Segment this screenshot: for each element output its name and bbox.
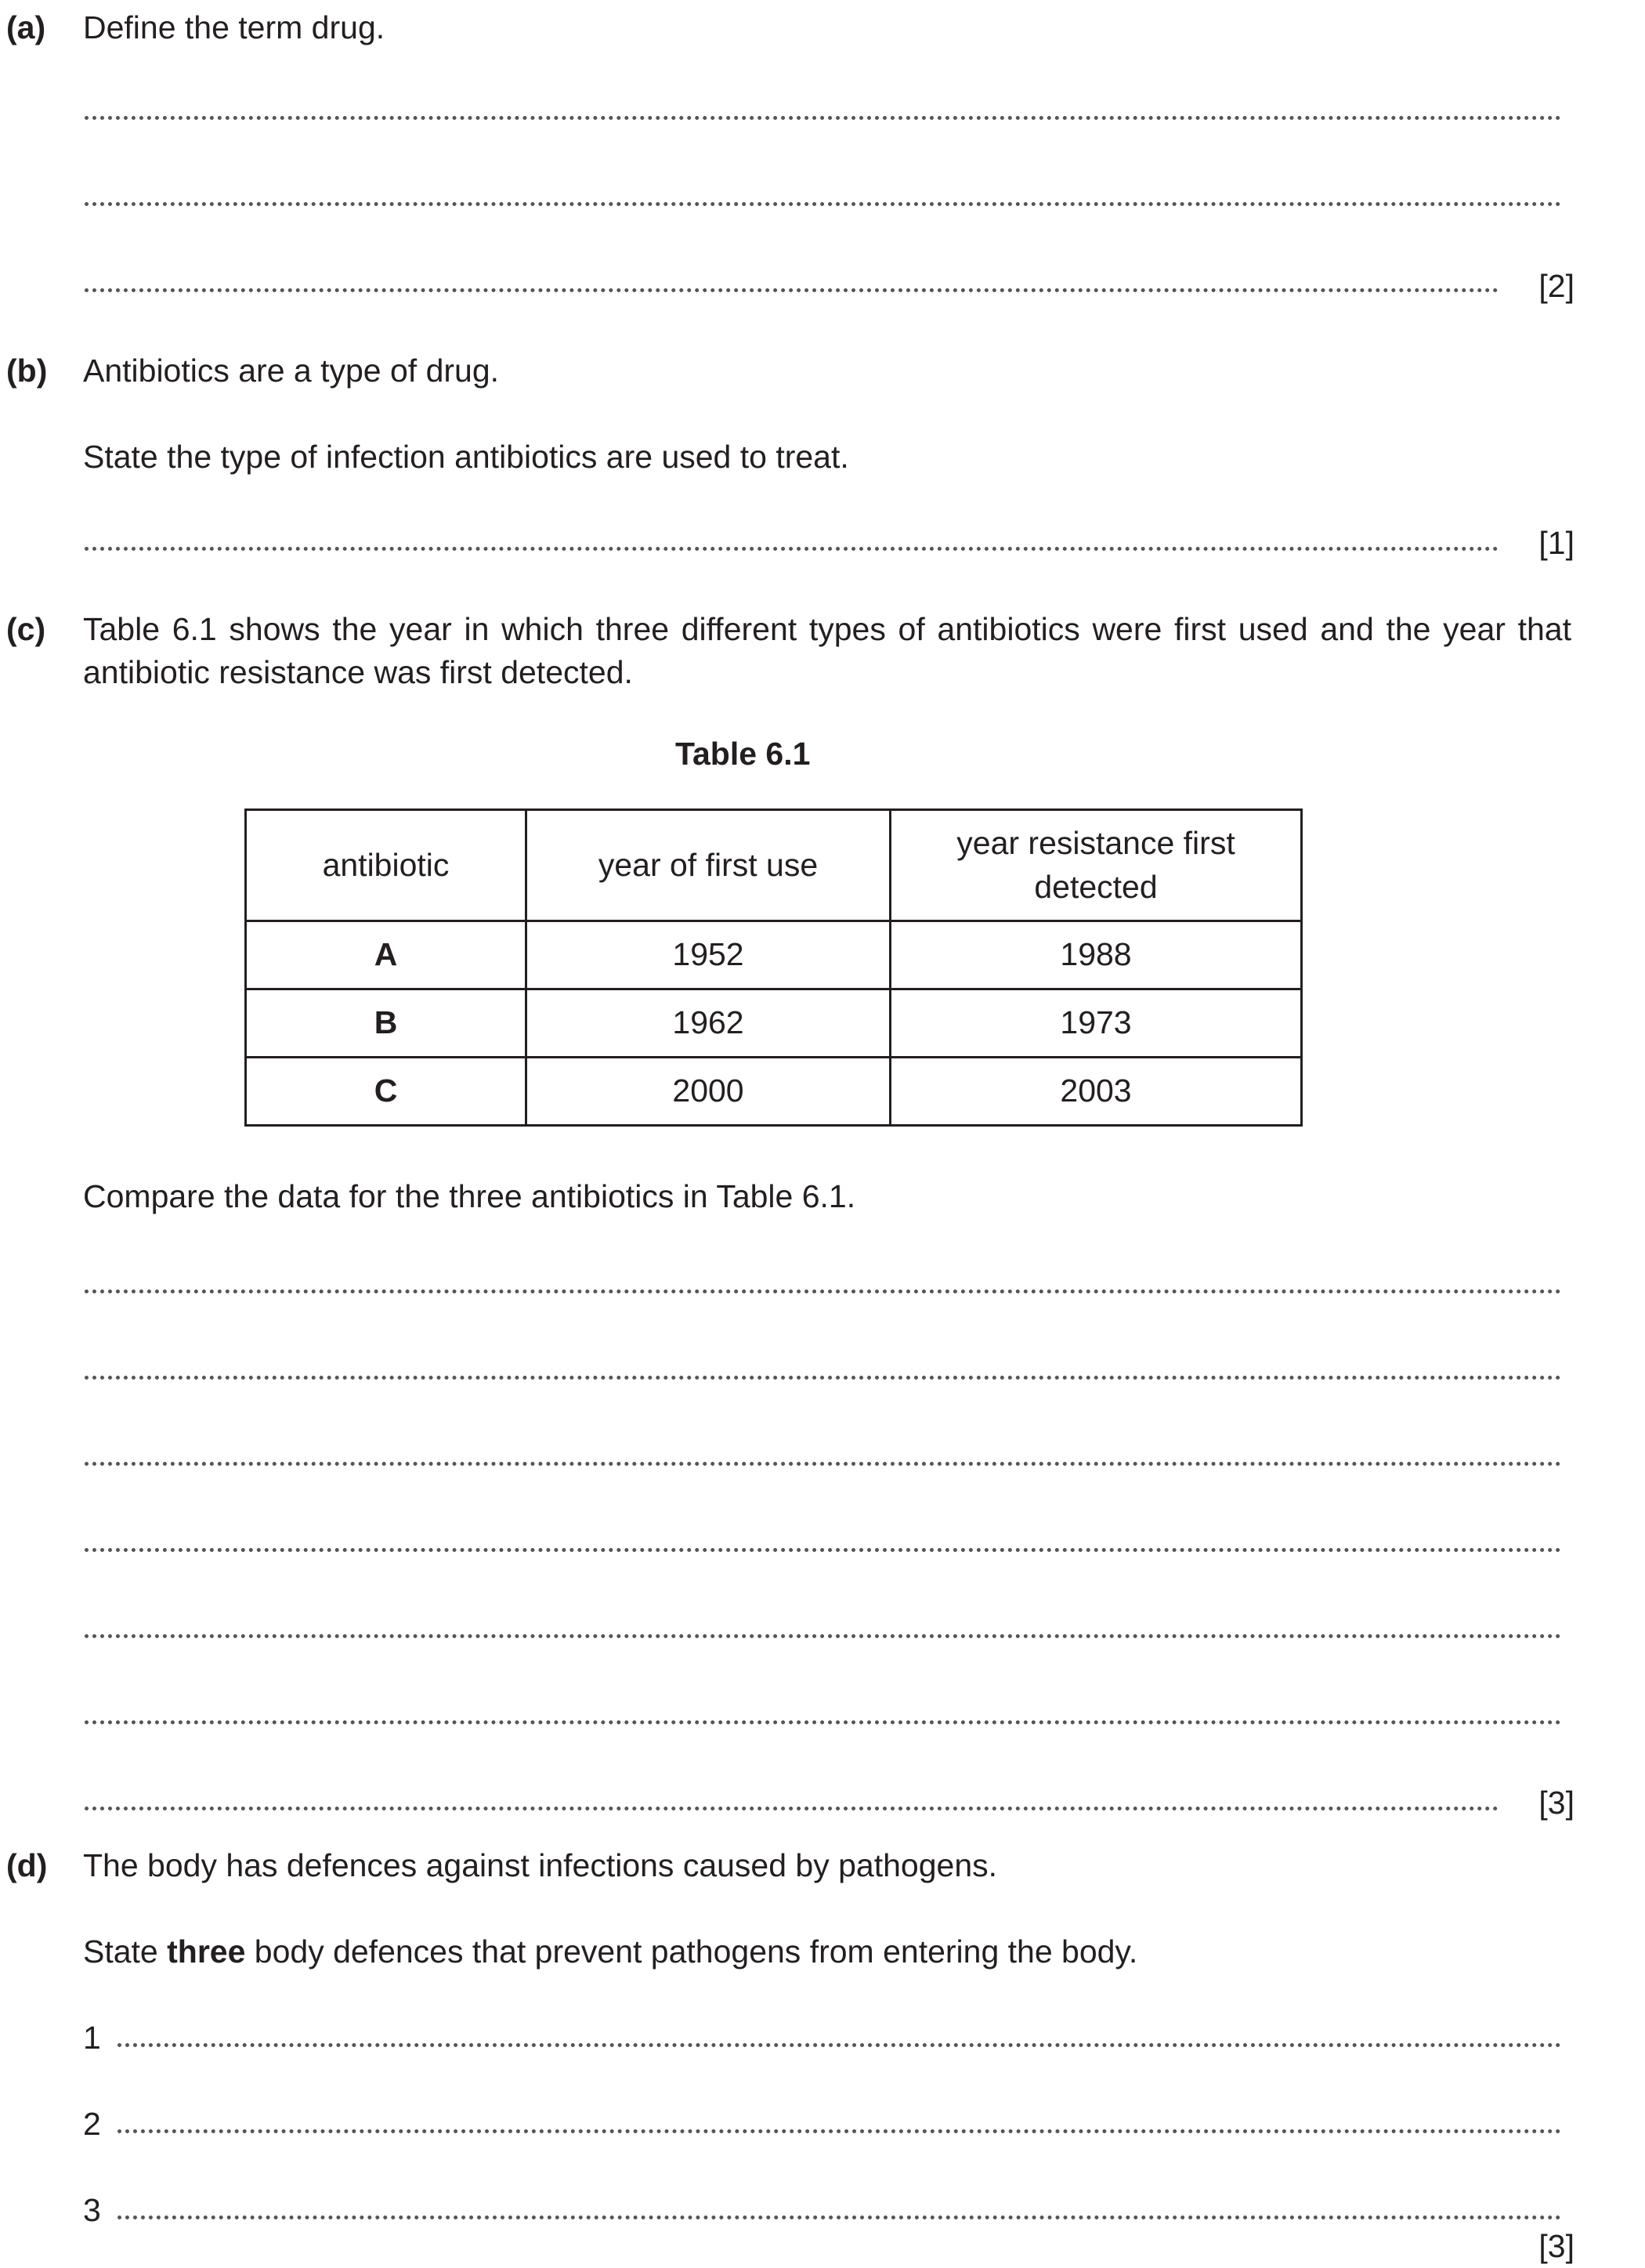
first-use-cell: 1962 — [526, 989, 891, 1058]
question-text: State — [83, 1933, 168, 1970]
part-c-label: (c) — [6, 611, 46, 647]
resistance-cell: 1973 — [891, 989, 1302, 1058]
part-b-question: State the type of infection antibiotics are used to treat. — [83, 439, 849, 475]
header-antibiotic: antibiotic — [246, 810, 526, 921]
part-d-intro: The body has defences against infections caused by pathogens. — [83, 1847, 998, 1883]
answer-line[interactable] — [85, 1290, 1561, 1293]
question-text: body defences that prevent pathogens from entering the body. — [245, 1933, 1138, 1970]
answer-line[interactable] — [85, 1376, 1561, 1380]
part-c-intro: Table 6.1 shows the year in which three different types of antibiotics were first used and the year that antibiotic resistance was first detected. — [83, 611, 1571, 691]
table-caption: Table 6.1 — [675, 736, 811, 772]
header-year-first-use: year of first use — [526, 810, 891, 921]
question-emphasis: three — [167, 1933, 246, 1970]
answer-line-3[interactable] — [118, 2216, 1561, 2219]
header-year-resistance: year resistance first detected — [891, 810, 1302, 921]
marks-c: [3] — [1538, 1785, 1574, 1821]
answer-number: 2 — [83, 2106, 101, 2142]
part-d-label: (d) — [6, 1847, 48, 1883]
resistance-cell: 2003 — [891, 1058, 1302, 1126]
antibiotic-cell: A — [246, 921, 526, 989]
part-d-question — [83, 1930, 1571, 1973]
table-row — [246, 989, 1302, 1058]
answer-line[interactable] — [85, 1634, 1561, 1638]
first-use-cell: 1952 — [526, 921, 891, 989]
part-b-label: (b) — [6, 353, 48, 389]
first-use-cell: 2000 — [526, 1058, 891, 1126]
answer-line[interactable] — [85, 202, 1561, 206]
resistance-cell: 1988 — [891, 921, 1302, 989]
antibiotics-table — [244, 808, 1303, 1127]
antibiotic-cell: C — [246, 1058, 526, 1126]
answer-line[interactable] — [85, 116, 1561, 120]
part-a-label: (a) — [6, 9, 46, 45]
answer-line[interactable] — [85, 547, 1499, 551]
answer-line-1[interactable] — [118, 2043, 1561, 2047]
part-c-question: Compare the data for the three antibiotics in Table 6.1. — [83, 1178, 856, 1214]
antibiotic-cell: B — [246, 989, 526, 1058]
answer-line-2[interactable] — [118, 2129, 1561, 2133]
table-row — [246, 1058, 1302, 1126]
answer-number: 3 — [83, 2192, 101, 2228]
answer-line[interactable] — [85, 1807, 1499, 1810]
part-a-question: Define the term drug. — [83, 9, 385, 45]
answer-line[interactable] — [85, 1548, 1561, 1552]
table-header-row — [246, 810, 1302, 921]
table-row — [246, 921, 1302, 989]
answer-line[interactable] — [85, 1462, 1561, 1466]
part-b-intro: Antibiotics are a type of drug. — [83, 353, 500, 389]
marks-b: [1] — [1538, 525, 1574, 561]
answer-line[interactable] — [85, 1720, 1561, 1724]
answer-number: 1 — [83, 2020, 101, 2056]
marks-d: [3] — [1538, 2228, 1574, 2264]
marks-a: [2] — [1538, 268, 1574, 304]
answer-line[interactable] — [85, 288, 1499, 292]
